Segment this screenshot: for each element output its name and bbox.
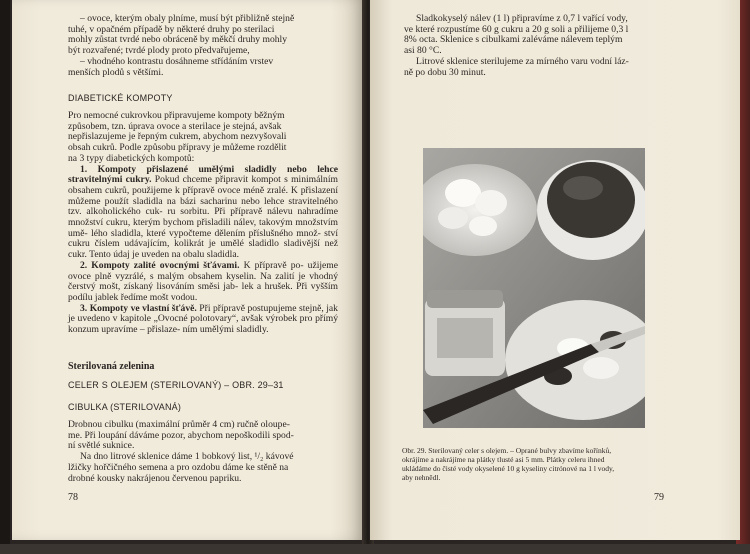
diabetic-intro [68, 111, 338, 336]
page-number-right: 79 [654, 492, 664, 503]
text-line: me. Při loupání dáváme pozor, abychom nepoškodili spod- [68, 429, 294, 441]
photo-illustration [423, 148, 645, 428]
item-1 [68, 165, 338, 261]
book-spread [6, 0, 744, 548]
text-line: Pokud chceme připravit kompot [154, 174, 281, 186]
text-line: méně zralé. K přislazení můžeme použít sladidla na bázi [68, 184, 338, 207]
text-line: – vhodného kontrastu dosáhneme střídáním vrstev [80, 55, 274, 67]
figure-caption [402, 446, 664, 482]
text-line: ním umělými sladidly. [182, 324, 269, 336]
text-line: tuhé, v opačném případě by některé druhy po sterilaci [68, 23, 275, 35]
text-line: Litrové sklenice sterilujeme za mírného varu vodní láz- [416, 55, 629, 67]
text-line: ství cukru číslem udávajícím, kolikrát je umělé sladidlo [68, 227, 338, 250]
text-line: nepřislazujeme je řepným cukrem, abychom nezvyšovali [68, 131, 287, 143]
caption-line: ukládáme do čisté vody okyselené 10 g kyseliny citrónové na 1 l vody, [402, 464, 615, 473]
text-line: být rozvařené; tvrdé plody proto předvařujeme, [68, 45, 250, 57]
text-line: užijeme ovoce plně vyzrálé, s malým obsahem kyselin. Na [68, 259, 339, 282]
text-line: s minimálním obsahem cukrů, použijeme k přípravě ovoce [68, 174, 338, 196]
right-top-paragraph [404, 14, 666, 78]
book-bottom-edge [0, 544, 750, 554]
left-top-paragraph [68, 14, 338, 78]
text-line: ní světlé suknice. [68, 440, 135, 452]
text-line: lého sladidla, které vypočteme dělením příslušného množ- [91, 227, 321, 239]
text-line: K přípravě po- [243, 259, 304, 271]
item-3 [68, 304, 338, 336]
item-2 [68, 261, 338, 304]
text-line: Na dno litrové sklenice dáme 1 bobkový list, ¹/₂ kávové [80, 451, 294, 463]
text-line: Pro nemocné cukrovkou připravujeme kompoty běžným [68, 110, 285, 121]
text-line: – ovoce, kterým obaly plníme, musí být přibližně stejně [80, 13, 295, 24]
section-heading-diabeticke-kompoty: DIABETICKÉ KOMPOTY [68, 93, 173, 103]
text-line: sladivější než cukr. Tento údaj je uveden na obalu sladidla. [68, 238, 338, 261]
photo-celery-jars [423, 148, 645, 428]
text-line: na 3 typy diabetických kompotů: [68, 152, 195, 164]
caption-line: okrájíme a nakrájíme na plátky tlusté asi 5 mm. Plátky celeru ihned [402, 455, 605, 464]
text-line: asi 80 °C. [404, 45, 442, 57]
text-line: sacharinu nebo lehce stravitelného tzv. alkoholického cuk- [68, 195, 338, 218]
text-line: obsah cukrů. Podle způsobu přípravy je můžeme rozdělit [68, 142, 287, 154]
text-line: ně po dobu 30 minut. [404, 66, 486, 78]
right-page [370, 0, 740, 540]
text-line: ru sorbitu. Při přípravě nálevu nahradíme množství cukru, [68, 206, 338, 229]
text-line: drobné kousky nakrájenou červenou papriku. [68, 472, 242, 484]
text-line: menších plodů s většími. [68, 66, 164, 78]
text-line: lek a hrušek. Při vyšším podílu jablek ředíme mošt vodou. [68, 281, 338, 303]
text-line: ve které rozpustíme 60 g cukru a 20 g soli a přilijeme 0,3 l [404, 23, 629, 35]
caption-line: Obr. 29. Sterilovaný celer s olejem. – Oprané bulvy zbavíme kořínků, [402, 446, 612, 455]
text-line: lžičky hořčičného semena a pro ozdobu dáme ke stěně na [68, 461, 289, 473]
text-line: Drobnou cibulku (maximální průměr 4 cm) ručně oloupe- [68, 419, 290, 430]
text-line: Při přípravě postupujeme [199, 302, 297, 314]
page-number-left: 78 [68, 492, 78, 503]
text-line: způsobem, tzn. úprava ovoce a sterilace je stejná, avšak [68, 120, 282, 132]
text-line: 8% octa. Sklenice s cibulkami zaléváme nálevem teplým [404, 34, 623, 46]
item-3-heading: 3. Kompoty ve vlastní šťávě. [80, 302, 197, 314]
text-line: Sladkokyselý nálev (1 l) připravíme z 0,7 l vařící vody, [416, 13, 628, 24]
sub-heading-sterilovana-zelenina: Sterilovaná zelenina [68, 361, 155, 372]
heading-celer-s-olejem: CELER S OLEJEM (STERILOVANÝ) – OBR. 29–31 [68, 380, 284, 390]
cibulka-paragraph [68, 420, 338, 484]
heading-cibulka: CIBULKA (STERILOVANÁ) [68, 402, 182, 412]
text-line: avšak výrobek pro přímý konzum upravíme – přislaze- [68, 313, 338, 336]
text-line: zalití je vhodný čerstvý mošt, získaný lisováním směsi jab- [68, 270, 339, 293]
text-line: kterým bychom přisladili nálev, takovým množstvím umě- [68, 217, 338, 239]
left-page [12, 0, 366, 540]
text-line: stejně, jak je uvedeno v kapitole „Ovocné polotovary“, [68, 302, 338, 325]
text-line: mohly zůstat tvrdé nebo obráceně by měkčí druhy mohly [68, 34, 287, 46]
item-2-heading: 2. Kompoty zalité ovocnými šťávami. [80, 259, 240, 271]
caption-line: aby nehnědl. [402, 473, 441, 482]
item-1-heading: 1. Kompoty přislazené umělými sladidly nebo lehce stravitelnými cukry. [68, 163, 338, 186]
